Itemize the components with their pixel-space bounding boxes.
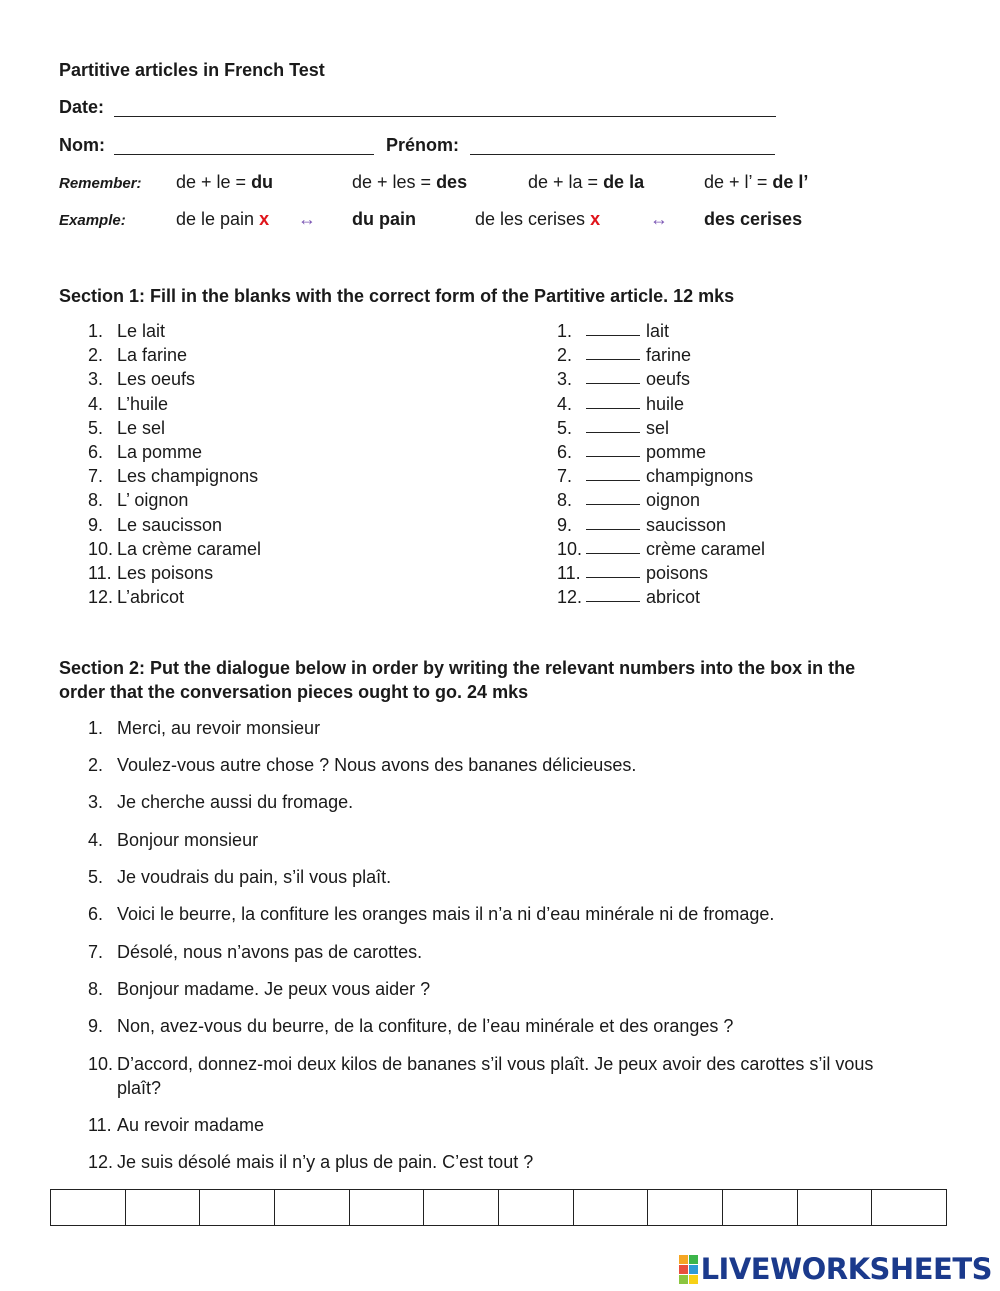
example-right-2: des cerises (704, 209, 803, 229)
answer-cell[interactable] (200, 1190, 275, 1225)
double-arrow-icon: ↔ (650, 209, 668, 229)
list-item: 1. Le lait (88, 321, 166, 341)
list-item: 9. saucisson (557, 514, 727, 535)
blank-input[interactable] (586, 488, 640, 505)
blank-input[interactable] (586, 319, 640, 336)
answer-cell[interactable] (499, 1190, 574, 1225)
list-item: 12. L’abricot (88, 587, 185, 608)
list-item: 12. abricot (557, 587, 701, 608)
list-item: 10. crème caramel (557, 538, 766, 559)
list-item: 5. Je voudrais du pain, s’il vous plaît. (88, 867, 392, 887)
list-item: 9. Le saucisson (88, 514, 223, 535)
section1-right-list (557, 319, 957, 609)
list-item: 3. oeufs (557, 369, 691, 390)
remember-label: Remember: (59, 175, 142, 192)
answer-cell[interactable] (275, 1190, 350, 1225)
date-label: Date: (59, 97, 105, 117)
list-item: 8. Bonjour madame. Je peux vous aider ? (88, 979, 431, 999)
list-item: 10. D’accord, donnez-moi deux kilos de bananes s’il vous plaît. Je peux avoir des carottes s’il vous plaît? (88, 1054, 874, 1098)
remember-rule: de + les = des (352, 172, 468, 192)
blank-input[interactable] (586, 440, 640, 457)
wrong-x-icon: x (590, 209, 601, 229)
list-item: 8. oignon (557, 490, 701, 511)
list-item: 2. Voulez-vous autre chose ? Nous avons des bananes délicieuses. (88, 755, 637, 775)
list-item: 5. Le sel (88, 417, 166, 438)
remember-rule: de + le = du (176, 172, 274, 192)
list-item: 4. huile (557, 393, 685, 414)
logo-blocks-icon (679, 1255, 698, 1284)
answer-cell[interactable] (872, 1190, 946, 1225)
blank-input[interactable] (586, 464, 640, 481)
list-item: 11. Au revoir madame (88, 1115, 265, 1135)
answer-cell[interactable] (574, 1190, 649, 1225)
answer-cell[interactable] (424, 1190, 499, 1225)
date-input-line[interactable] (114, 116, 776, 117)
list-item: 4. Bonjour monsieur (88, 830, 259, 850)
list-item: 7. champignons (557, 466, 754, 487)
list-item: 6. Voici le beurre, la confiture les oranges mais il n’a ni d’eau minérale ni de fromage. (88, 904, 775, 924)
list-item: 4. L’huile (88, 393, 169, 414)
list-item: 11. poisons (557, 562, 709, 583)
list-item: 1. Merci, au revoir monsieur (88, 718, 321, 738)
answer-cell[interactable] (798, 1190, 873, 1225)
prenom-input-line[interactable] (470, 154, 775, 155)
list-item: 1. lait (557, 321, 670, 341)
list-item: 7. Les champignons (88, 466, 259, 487)
example-label: Example: (59, 212, 126, 229)
worksheet-title: Partitive articles in French Test (59, 60, 325, 80)
blank-input[interactable] (586, 392, 640, 409)
answer-cell[interactable] (51, 1190, 126, 1225)
list-item: 2. farine (557, 345, 692, 366)
list-item: 5. sel (557, 417, 670, 438)
wrong-x-icon: x (259, 209, 270, 229)
section1-left-list (88, 319, 508, 609)
section2-heading: Section 2: Put the dialogue below in order by writing the relevant numbers into the box in the order that the conversation pieces ought to go. 24 mks (59, 658, 856, 702)
list-item: 11. Les poisons (88, 562, 214, 583)
section1-heading: Section 1: Fill in the blanks with the correct form of the Partitive article. 12 mks (59, 286, 735, 306)
list-item: 3. Les oeufs (88, 369, 196, 390)
double-arrow-icon: ↔ (298, 209, 316, 229)
list-item: 12. Je suis désolé mais il n’y a plus de pain. C’est tout ? (88, 1152, 534, 1172)
list-item: 8. L’ oignon (88, 490, 189, 511)
answer-cell[interactable] (648, 1190, 723, 1225)
list-item: 9. Non, avez-vous du beurre, de la confiture, de l’eau minérale et des oranges ? (88, 1016, 734, 1036)
list-item: 10. La crème caramel (88, 538, 262, 559)
list-item: 6. pomme (557, 441, 707, 462)
example-wrong-1: de le pain x (176, 209, 270, 229)
nom-input-line[interactable] (114, 154, 374, 155)
answer-cell[interactable] (723, 1190, 798, 1225)
blank-input[interactable] (586, 416, 640, 433)
list-item: 2. La farine (88, 345, 188, 366)
blank-input[interactable] (586, 513, 640, 530)
blank-input[interactable] (586, 585, 640, 602)
blank-input[interactable] (586, 343, 640, 360)
liveworksheets-logo[interactable] (679, 1252, 992, 1286)
nom-label: Nom: (59, 135, 105, 155)
list-item: 3. Je cherche aussi du fromage. (88, 792, 354, 812)
blank-input[interactable] (586, 537, 640, 554)
answer-cell[interactable] (126, 1190, 201, 1225)
remember-rule: de + la = de la (528, 172, 645, 192)
list-item: 7. Désolé, nous n’avons pas de carottes. (88, 942, 423, 962)
blank-input[interactable] (586, 367, 640, 384)
answer-cell[interactable] (350, 1190, 425, 1225)
example-wrong-2: de les cerises x (475, 209, 601, 229)
answer-grid (50, 1189, 947, 1226)
list-item: 6. La pomme (88, 441, 203, 462)
example-right-1: du pain (352, 209, 416, 229)
logo-text: LIVEWORKSHEETS (700, 1252, 992, 1286)
prenom-label: Prénom: (386, 135, 460, 155)
remember-rule: de + l’ = de l’ (704, 172, 809, 192)
blank-input[interactable] (586, 561, 640, 578)
